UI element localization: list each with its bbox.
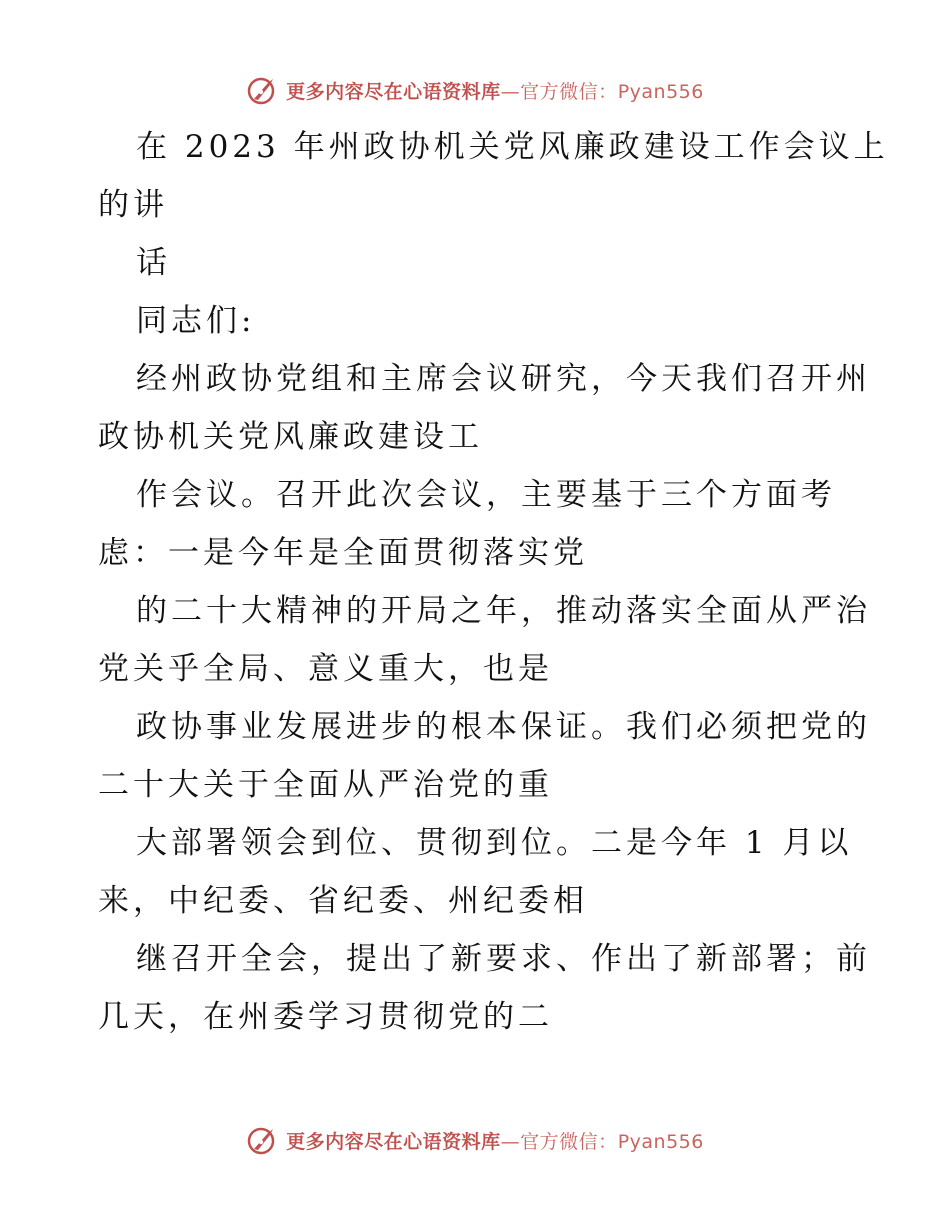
header-wechat-label: 官方微信：: [520, 80, 618, 103]
pen-nib-logo-icon: [246, 1123, 280, 1157]
document-line: 在 2023 年州政协机关党风廉政建设工作会议上: [136, 129, 889, 165]
pen-nib-logo-icon: [246, 73, 280, 107]
document-line: 几天，在州委学习贯彻党的二: [98, 999, 553, 1035]
document-line: 的二十大精神的开局之年，推动落实全面从严治: [136, 593, 871, 629]
header-text: [286, 77, 704, 104]
document-line: 二十大关于全面从严治党的重: [98, 767, 553, 803]
header-site-name: 更多内容尽在心语资料库: [286, 80, 501, 103]
document-line: 的讲: [98, 187, 168, 223]
document-line: 继召开全会，提出了新要求、作出了新部署；前: [136, 941, 871, 977]
document-line: 同志们:: [136, 303, 256, 339]
footer-wechat-label: 官方微信：: [520, 1130, 618, 1153]
document-line: 经州政协党组和主席会议研究，今天我们召开州: [136, 361, 871, 397]
document-line: 政协事业发展进步的根本保证。我们必须把党的: [136, 709, 871, 745]
footer-text: [286, 1127, 704, 1154]
document-line: 作会议。召开此次会议，主要基于三个方面考: [136, 477, 836, 513]
document-line: 虑：一是今年是全面贯彻落实党: [98, 535, 588, 571]
document-line: 政协机关党风廉政建设工: [98, 419, 483, 455]
footer-site-name: 更多内容尽在心语资料库: [286, 1130, 501, 1153]
footer-wechat-id: Pyan556: [617, 1130, 704, 1153]
document-line: 大部署领会到位、贯彻到位。二是今年 1 月以: [136, 825, 853, 861]
header-separator: —: [500, 80, 521, 103]
document-line: 来，中纪委、省纪委、州纪委相: [98, 883, 588, 919]
header-banner: [0, 70, 950, 110]
footer-separator: —: [500, 1130, 521, 1153]
document-line: 党关乎全局、意义重大，也是: [98, 651, 553, 687]
document-line: 话: [136, 245, 171, 281]
header-wechat-id: Pyan556: [617, 80, 704, 103]
document-body: [98, 118, 889, 1046]
footer-banner: [0, 1120, 950, 1160]
